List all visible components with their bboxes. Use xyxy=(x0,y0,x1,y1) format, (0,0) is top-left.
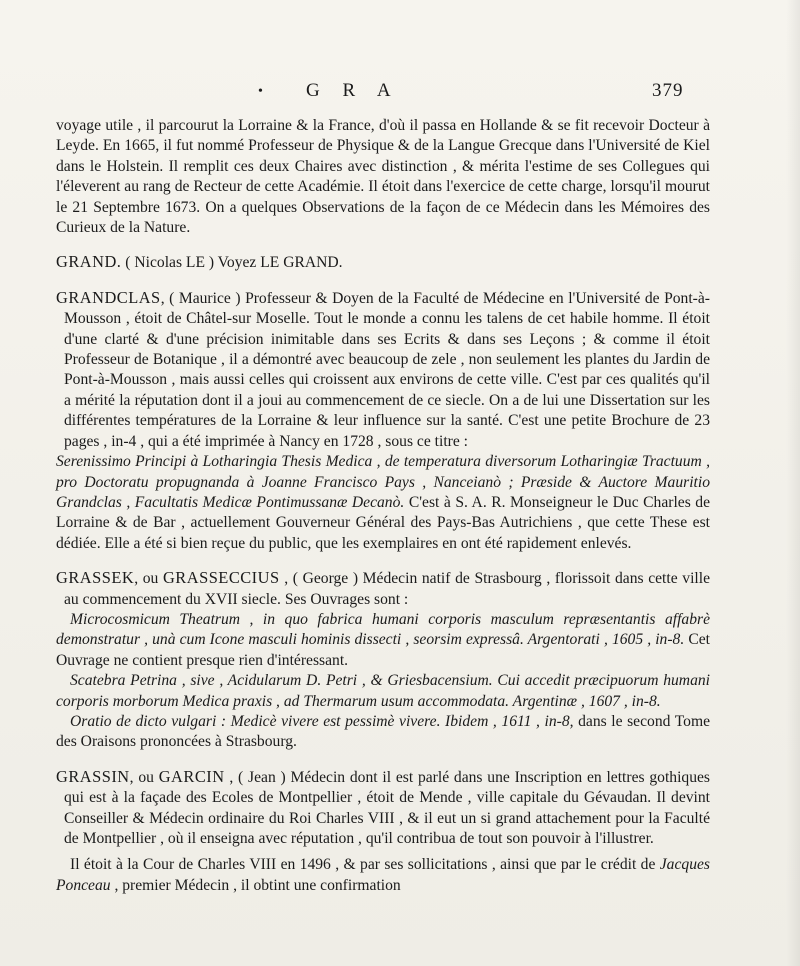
grassek-work-1 xyxy=(56,610,710,671)
grassek-work-2-title: Scatebra Petrina , sive , Acidularum D. Petri , & Griesbacensium. Cui accedit præcipuorum humani corporis morborum Medica praxis , ad Thermarum usum accommodata. Argentinæ , 1607 , in-8. xyxy=(56,672,710,710)
entry-grandclas xyxy=(56,288,710,452)
entry-grassin xyxy=(56,767,710,850)
entry-grassek-text: , ( George ) Médecin natif de Strasbourg , florissoit dans cette ville au commencement du XVII siecle. Ses Ouvrages sont : xyxy=(64,570,711,608)
grassek-work-1-note: Cet Ouvrage ne contient presque rien d'intéressant. xyxy=(56,631,710,669)
running-title: G R A xyxy=(306,80,400,101)
headword-garcin: GARCIN xyxy=(158,766,225,786)
headword-grandclas: GRANDCLAS xyxy=(56,287,161,307)
entry-grassin-text: , ( Jean ) Médecin dont il est parlé dans une Inscription en lettres gothiques qui est à la façade des Ecoles de Montpellier , étoit de Mende , ville capitale du Gévaudan. Il devint Conseiller & Médecin ordinaire du Roi Charles VIII , & il eut un si grand attachement pour la Faculté de Montpellier , où il enseigna avec réputation , qu'il contribua de tout son pouvoir à l'illustrer. xyxy=(64,768,710,847)
page-number: 379 xyxy=(652,80,684,101)
grassek-work-3-title: Oratio de dicto vulgari : Medicè vivere est pessimè vivere. Ibidem , 1611 , in-8, xyxy=(70,712,574,730)
page-body xyxy=(56,116,710,896)
grassek-work-3 xyxy=(56,712,710,753)
headword-grasseccius: GRASSECCIUS xyxy=(162,568,280,588)
grassek-work-1-title: Microcosmicum Theatrum , in quo fabrica humani corporis masculum repræsentantis affabrè demonstratur , unà cum Icone masculi hominis dissecti , seorsim expressâ. Argentorati , 1605 , in-8. xyxy=(56,610,710,649)
entry-grassek xyxy=(56,568,710,610)
running-head xyxy=(0,80,800,110)
entry-grand xyxy=(56,252,710,273)
grassin-p2-end: , premier Médecin , il obtint une confirmation xyxy=(110,876,401,894)
grassek-work-3-note: dans le second Tome des Oraisons prononcées à Strasbourg. xyxy=(56,712,711,751)
grassek-work-2 xyxy=(56,671,710,712)
headword-grand: GRAND. xyxy=(56,252,122,272)
grassin-p2-start: Il étoit à la Cour de Charles VIII en 1496 , & par ses sollicitations , ainsi que par le crédit de xyxy=(70,856,660,874)
header-ornament: • xyxy=(258,84,272,99)
grassin-paragraph-2 xyxy=(56,855,710,896)
headword-grassek: GRASSEK xyxy=(56,568,135,588)
grandclas-thesis xyxy=(56,452,710,554)
continued-paragraph: voyage utile , il parcourut la Lorraine & la France, d'où il passa en Hollande & se fit recevoir Docteur à Leyde. En 1665, il fut nommé Professeur de Physique & de la Langue Grecque dans l'Université de Kiel dans le Holstein. Il remplit ces deux Chaires avec distinction , & mérita l'estime de ses Collegues qui l'éleverent au rang de Recteur de cette Académie. Il étoit dans l'exercice de cette charge, lorsqu'il mourut le 21 Septembre 1673. On a quelques Observations de la façon de ce Médecin dans les Mémoires des Curieux de la Nature. xyxy=(56,117,710,237)
grassin-or: , ou xyxy=(129,768,159,786)
entry-grandclas-text: , ( Maurice ) Professeur & Doyen de la Faculté de Médecine en l'Université de Pont-à-Mousson , étoit de Châtel-sur Moselle. Tout le monde a connu les talens de cet habile homme. Il étoit d'une clarté & d'une précision inimitable dans ses Ecrits & dans ses Leçons ; & comme il étoit Professeur de Botanique , il a démontré avec beaucoup de zele , non seulement les plantes du Jardin de Pont-à-Mousson , mais aussi celles qui croissent aux environs de cette ville. C'est par ces qualités qu'il a mérité la réputation dont il a joui au commencement de ce siecle. On a de lui une Dissertation sur les différentes températures de la Lorraine & leur influence sur la santé. C'est une petite Brochure de 23 pages , in-4 , qui a été imprimée à Nancy en 1728 , sous ce titre : xyxy=(64,289,710,450)
grassin-p2-name: Jacques Ponceau xyxy=(56,856,710,894)
headword-grassin: GRASSIN xyxy=(56,766,130,786)
entry-grand-text: ( Nicolas LE ) Voyez LE GRAND. xyxy=(121,254,343,272)
grandclas-latin-title: Serenissimo Principi à Lotharingia Thesis Medica , de temperatura diversorum Lotharingiæ Tractuum , pro Doctoratu propugnanda à Joanne Francisco Pays , Nanceianò ; Præside & Auctore Mauritio Grandclas , Facultatis Medicæ Pontimussanæ Decanò. xyxy=(56,453,710,511)
grandclas-tail: C'est à S. A. R. Monseigneur le Duc Charles de Lorraine & de Bar , actuellement Gouverneur Général des Pays-Bas Autrichiens , que cette These est dédiée. Elle a été si bien reçue du public, que les exemplaires en ont été rapidement enlevés. xyxy=(56,493,710,552)
page-edge-shadow xyxy=(786,0,800,966)
grassek-or: , ou xyxy=(134,570,163,588)
